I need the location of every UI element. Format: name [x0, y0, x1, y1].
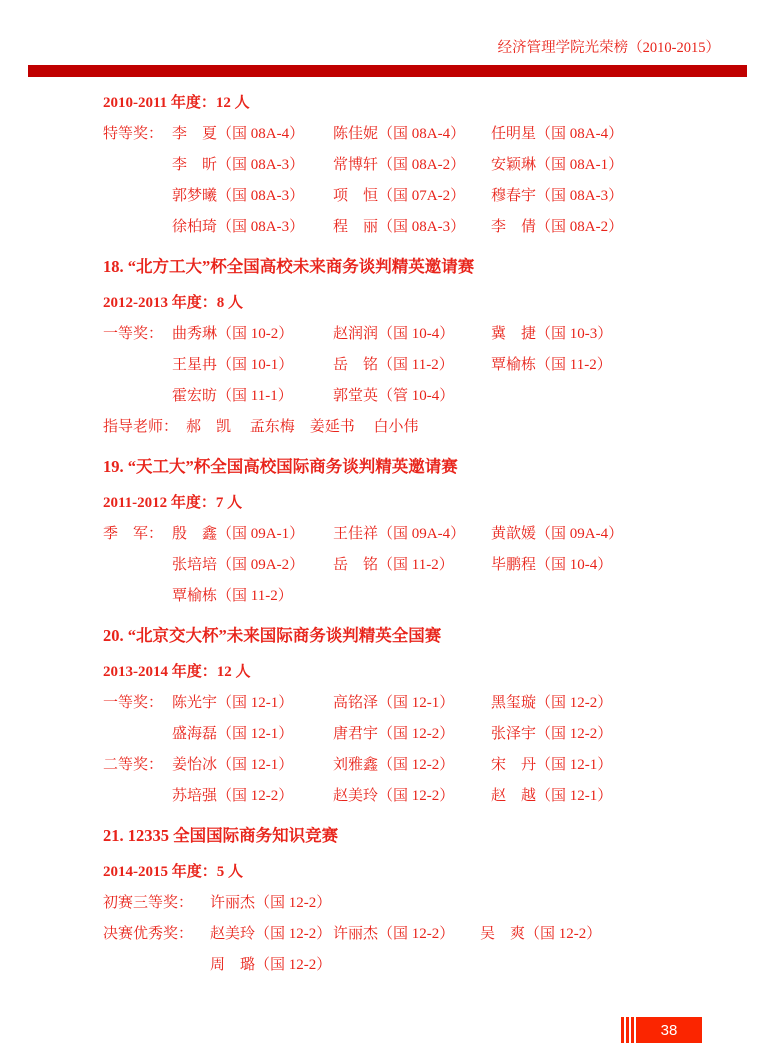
- winner-entry: 项 恒（国 07A-2）: [333, 188, 466, 204]
- winner-entry: 李 昕（国 08A-3）: [172, 157, 305, 173]
- year-heading: 2013-2014 年度：12 人: [103, 664, 251, 680]
- winner-entry: 霍宏昉（国 11-1）: [172, 388, 293, 404]
- award-row: [103, 381, 703, 412]
- winner-entry: 盛海磊（国 12-1）: [172, 726, 294, 742]
- winner-entry: 李 夏（国 08A-4）: [172, 126, 305, 142]
- award-row: [103, 688, 703, 719]
- winner-entry: 黄歆媛（国 09A-4）: [491, 526, 624, 542]
- footer-stripes-decoration: [621, 1017, 634, 1043]
- winner-entry: 覃榆栋（国 11-2）: [172, 588, 293, 604]
- winner-entry: 张培培（国 09A-2）: [172, 557, 305, 573]
- page-number: 38: [660, 1021, 678, 1039]
- award-row: [103, 212, 703, 243]
- award-label: 一等奖：: [103, 326, 164, 342]
- winner-entry: 赵 越（国 12-1）: [491, 788, 613, 804]
- winner-entry: 郭梦曦（国 08A-3）: [172, 188, 305, 204]
- award-label: 初赛三等奖：: [103, 895, 194, 911]
- stripe-bar: [631, 1017, 634, 1043]
- page-number-badge: [636, 1017, 702, 1043]
- winner-entry: 张泽宇（国 12-2）: [491, 726, 613, 742]
- award-label: 二等奖：: [103, 757, 164, 773]
- winner-entry: 殷 鑫（国 09A-1）: [172, 526, 305, 542]
- award-row: [103, 919, 703, 950]
- year-heading: 2012-2013 年度：8 人: [103, 295, 243, 311]
- section-title-18: 18. “北方工大”杯全国高校未来商务谈判精英邀请赛: [103, 257, 475, 277]
- award-row: [103, 150, 703, 181]
- winner-entry: 覃榆栋（国 11-2）: [491, 357, 612, 373]
- stripe-bar: [621, 1017, 624, 1043]
- award-label: 特等奖：: [103, 126, 164, 142]
- winner-entry: 赵润润（国 10-4）: [333, 326, 455, 342]
- winner-entry: 刘雅鑫（国 12-2）: [333, 757, 455, 773]
- winner-entry: 程 丽（国 08A-3）: [333, 219, 466, 235]
- winner-entry: 姜怡冰（国 12-1）: [172, 757, 294, 773]
- winner-entry: 王星冉（国 10-1）: [172, 357, 294, 373]
- winner-entry: 任明星（国 08A-4）: [491, 126, 624, 142]
- winner-entry: 吴 爽（国 12-2）: [480, 926, 602, 942]
- award-label: 一等奖：: [103, 695, 164, 711]
- winner-entry: 郭堂英（管 10-4）: [333, 388, 455, 404]
- year-heading: 2014-2015 年度：5 人: [103, 864, 243, 880]
- award-label: 季 军：: [103, 526, 164, 542]
- winner-entry: 宋 丹（国 12-1）: [491, 757, 613, 773]
- winner-entry: 陈光宇（国 12-1）: [172, 695, 294, 711]
- award-row: [103, 350, 703, 381]
- award-row: [103, 519, 703, 550]
- year-heading: 2011-2012 年度：7 人: [103, 495, 243, 511]
- stripe-bar: [626, 1017, 629, 1043]
- award-row: [103, 781, 703, 812]
- award-row: [103, 181, 703, 212]
- winner-entry: 陈佳妮（国 08A-4）: [333, 126, 466, 142]
- award-row: [103, 950, 703, 981]
- winner-entry: 常博轩（国 08A-2）: [333, 157, 466, 173]
- winner-entry: 高铭泽（国 12-1）: [333, 695, 455, 711]
- winner-entry: 苏培强（国 12-2）: [172, 788, 294, 804]
- award-row: [103, 750, 703, 781]
- winner-entry: 赵美玲（国 12-2）: [333, 788, 455, 804]
- winner-entry: 赵美玲（国 12-2）: [210, 926, 332, 942]
- winner-entry: 周 璐（国 12-2）: [210, 957, 332, 973]
- header-title: 经济管理学院光荣榜（2010-2015）: [497, 40, 720, 56]
- section-title-19: 19. “天工大”杯全国高校国际商务谈判精英邀请赛: [103, 457, 458, 477]
- award-row: [103, 888, 703, 919]
- winner-entry: 唐君宇（国 12-2）: [333, 726, 455, 742]
- winner-entry: 李 倩（国 08A-2）: [491, 219, 624, 235]
- document-content: [103, 88, 703, 981]
- winner-entry: 徐柏琦（国 08A-3）: [172, 219, 305, 235]
- section-title-20: 20. “北京交大杯”未来国际商务谈判精英全国赛: [103, 626, 442, 646]
- winner-entry: 岳 铭（国 11-2）: [333, 557, 454, 573]
- teacher-label: 指导老师：: [103, 419, 179, 435]
- winner-entry: 曲秀琳（国 10-2）: [172, 326, 294, 342]
- winner-entry: 冀 捷（国 10-3）: [491, 326, 613, 342]
- teacher-row: [103, 412, 703, 443]
- section-title-21: 21. 12335 全国国际商务知识竞赛: [103, 826, 339, 846]
- winner-entry: 毕鹏程（国 10-4）: [491, 557, 613, 573]
- award-row: [103, 719, 703, 750]
- award-row: [103, 319, 703, 350]
- winner-entry: 许丽杰（国 12-2）: [333, 926, 455, 942]
- winner-entry: 安颖琳（国 08A-1）: [491, 157, 624, 173]
- winner-entry: 许丽杰（国 12-2）: [210, 895, 332, 911]
- teacher-names: 郝 凯 孟东梅 姜延书 白小伟: [186, 419, 419, 435]
- year-heading: 2010-2011 年度：12 人: [103, 95, 250, 111]
- winner-entry: 岳 铭（国 11-2）: [333, 357, 454, 373]
- award-row: [103, 550, 703, 581]
- award-row: [103, 581, 703, 612]
- winner-entry: 黑玺璇（国 12-2）: [491, 695, 613, 711]
- header-rule-bar: [28, 65, 747, 77]
- winner-entry: 穆春宇（国 08A-3）: [491, 188, 624, 204]
- award-row: [103, 119, 703, 150]
- winner-entry: 王佳祥（国 09A-4）: [333, 526, 466, 542]
- award-label: 决赛优秀奖：: [103, 926, 194, 942]
